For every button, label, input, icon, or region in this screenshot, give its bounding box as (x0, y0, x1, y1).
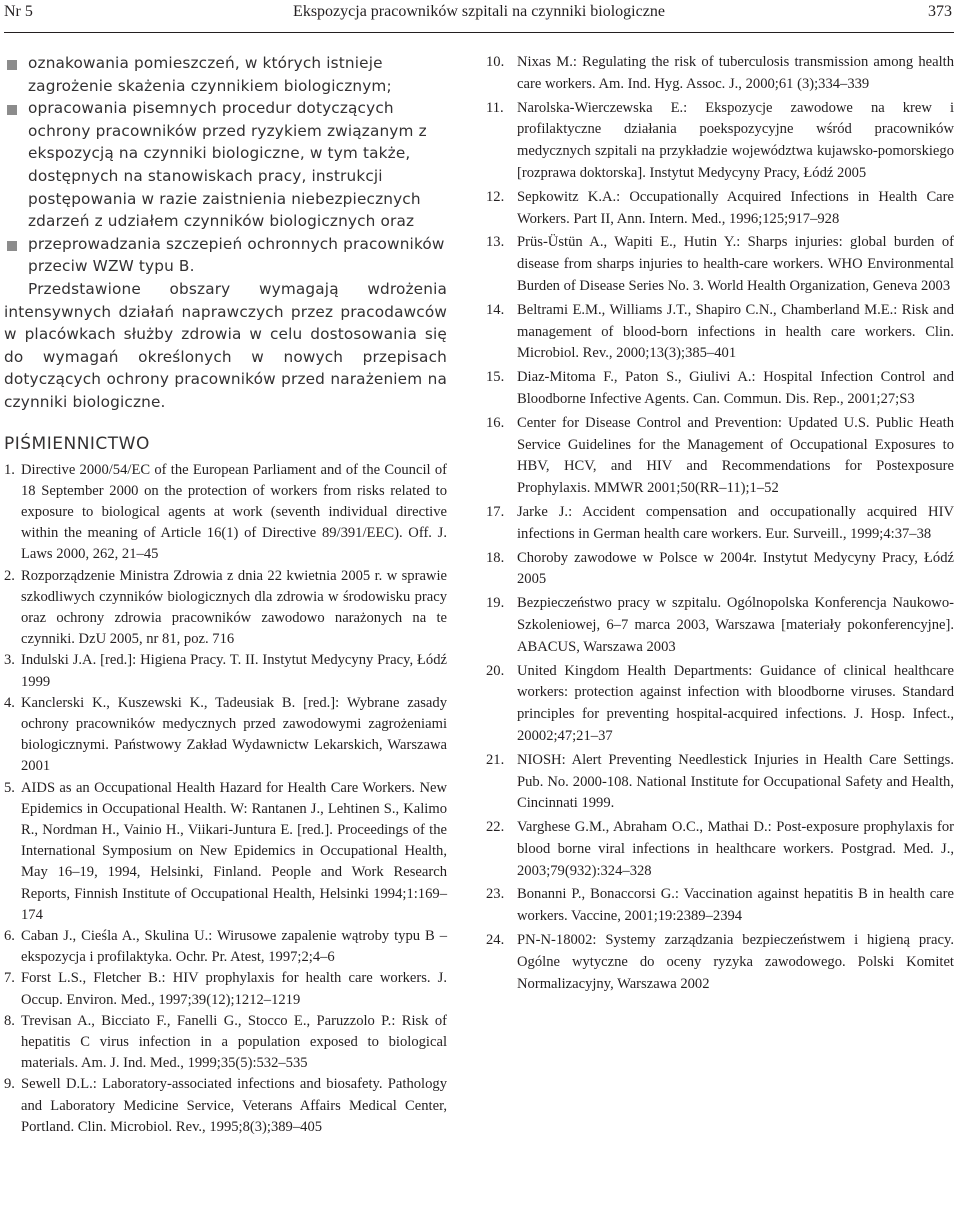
issue-number: Nr 5 (4, 3, 33, 20)
reference-item (486, 413, 954, 500)
reference-item (4, 566, 447, 651)
reference-text: Sewell D.L.: Laboratory-associated infections and biosafety. Pathology and Laboratory Medicine Service, Veterans Affairs Medical Center, Portland. Clin. Microbiol. Rev., 1995;8(3);389–405 (21, 1076, 447, 1135)
reference-text: AIDS as an Occupational Health Hazard for Health Care Workers. New Epidemics in Occupational Health. W: Rantanen J., Lehtinen S., Kalimo R., Nordman H., Vainio H., Viikari-Juntura E. [red.]. Proceedings of the International Symposium on New Epidemics in Occupational Health, May 16–19, 1994, Helsinki, Finland. People and Work Research Reports, Finnish Institute of Occupational Health, Helsinki 1994;1:169–174 (21, 779, 447, 923)
reference-number: 18. (486, 549, 505, 566)
reference-number: 1. (4, 461, 15, 478)
reference-number: 20. (486, 662, 505, 679)
reference-item (486, 593, 954, 658)
body-paragraph: Przedstawione obszary wymagają wdrożenia intensywnych działań naprawczych przez pracodawców w placówkach służby zdrowia w celu dostosowania się do wymagań określonych w nowych przepisach dotyczących ochrony pracowników przed narażeniem na czynniki biologiczne. (4, 279, 447, 411)
running-header (4, 0, 954, 33)
reference-item (4, 778, 447, 926)
reference-item (486, 502, 954, 546)
reference-number: 10. (486, 54, 505, 70)
reference-item (486, 817, 954, 882)
reference-number: 15. (486, 369, 505, 386)
reference-text: United Kingdom Health Departments: Guidance of clinical healthcare workers: protection against infection with bloodborne viruses. Standard principles for preventing hospital-acquired infections. J. Hosp. Infect., 20002;47;21–37 (517, 662, 954, 744)
reference-item (486, 232, 954, 297)
reference-number: 4. (4, 694, 15, 711)
references-list-left (4, 460, 447, 1139)
reference-item (486, 52, 954, 96)
reference-number: 9. (4, 1076, 15, 1093)
bullet-item: opracowania pisemnych procedur dotyczących ochrony pracowników przed ryzykiem związanym z ekspozycją na czynniki biologiczne, w tym także, dostępnych na stanowiskach pracy, instrukcji postępowania w razie zaistnienia niebezpiecznych zdarzeń z udziałem czynników biologicznych oraz (4, 97, 447, 233)
bullet-item: przeprowadzania szczepień ochronnych pracowników przeciw WZW typu B. (4, 233, 447, 278)
reference-item (4, 1011, 447, 1075)
reference-text: Beltrami E.M., Williams J.T., Shapiro C.N., Chamberland M.E.: Risk and management of blood-born infections in health care workers. Clin. Microbiol. Rev., 2000;13(3);385–401 (517, 301, 954, 362)
reference-text: Bonanni P., Bonaccorsi G.: Vaccination against hepatitis B in health care workers. Vaccine, 2001;19:2389–2394 (517, 886, 954, 925)
reference-text: Choroby zawodowe w Polsce w 2004r. Instytut Medycyny Pracy, Łódź 2005 (517, 549, 954, 588)
reference-item (486, 661, 954, 748)
reference-text: Narolska-Wierczewska E.: Ekspozycje zawodowe na krew i profilaktyczne działania poekspozycyjne wśród pracowników medycznych szpitali na przykładzie województwa kujawsko-pomorskiego [rozprawa doktorska]. Instytut Medycyny Pracy, Łódź 2005 (517, 99, 954, 181)
reference-item (486, 750, 954, 815)
reference-item (486, 930, 954, 995)
reference-number: 12. (486, 188, 505, 205)
reference-text: Prüs-Üstün A., Wapiti E., Hutin Y.: Sharps injuries: global burden of disease from sharps injuries to health-care workers. WHO Environmental Burden of Disease Series No. 3. World Health Organization, Geneva 2003 (517, 234, 954, 294)
reference-text: Directive 2000/54/EC of the European Parliament and of the Council of 18 September 2000 on the protection of workers from risks related to exposure to biological agents at work (seventh individual directive within the meaning of Article 16(1) of Directive 89/391/EEC). Off. J. Laws 2000, 262, 21–45 (21, 461, 447, 563)
reference-number: 3. (4, 652, 15, 669)
reference-text: Caban J., Cieśla A., Skulina U.: Wirusowe zapalenie wątroby typu B – ekspozycja i profilaktyka. Ochr. Pr. Atest, 1997;2;4–6 (21, 927, 447, 966)
reference-text: Nixas M.: Regulating the risk of tuberculosis transmission among health care workers. Am. Ind. Hyg. Assoc. J., 2000;61 (3);334–339 (517, 54, 954, 92)
reference-number: 19. (486, 595, 505, 612)
reference-item (4, 693, 447, 778)
reference-text: Indulski J.A. [red.]: Higiena Pracy. T. II. Instytut Medycyny Pracy, Łódź 1999 (21, 652, 447, 690)
reference-item (486, 300, 954, 365)
reference-text: Center for Disease Control and Prevention: Updated U.S. Public Heath Service Guidelines for the Management of Occupational Exposures to HBV, HCV, and HIV and Recommendations for Postexposure Prophylaxis. MMWR 2001;50(RR–11);1–52 (517, 414, 954, 497)
reference-text: Trevisan A., Bicciato F., Fanelli G., Stocco E., Paruzzolo P.: Risk of hepatitis C virus infection in a population exposed to biological materials. Am. J. Ind. Med., 1999;35(5):532–535 (21, 1012, 447, 1072)
reference-item (4, 968, 447, 1010)
reference-text: Diaz-Mitoma F., Paton S., Giulivi A.: Hospital Infection Control and Bloodborne Infective Agents. Can. Commun. Dis. Rep., 2001;27;S3 (517, 369, 954, 407)
reference-number: 5. (4, 779, 15, 796)
reference-text: Varghese G.M., Abraham O.C., Mathai D.: Post-exposure prophylaxis for blood borne viral infections in healthcare workers. Postgrad. Med. J., 2003;79(932):324–328 (517, 819, 954, 879)
right-column (486, 52, 954, 997)
left-column (4, 52, 447, 1138)
reference-number: 8. (4, 1012, 15, 1029)
references-heading: PIŚMIENNICTWO (4, 433, 150, 454)
bullet-list (4, 52, 447, 414)
reference-number: 13. (486, 234, 505, 251)
reference-text: Jarke J.: Accident compensation and occupationally acquired HIV infections in German health care workers. Eur. Surveill., 1999;4:37–38 (517, 503, 954, 542)
reference-text: Bezpieczeństwo pracy w szpitalu. Ogólnopolska Konferencja Naukowo-Szkoleniowej, 6–7 marca 2003, Warszawa [materiały pokonferencyjne]. ABACUS, Warszawa 2003 (517, 595, 954, 655)
reference-number: 21. (486, 751, 505, 768)
reference-text: NIOSH: Alert Preventing Needlestick Injuries in Health Care Settings. Pub. No. 2000-108. National Institute for Occupational Safety and Health, Cincinnati 1999. (517, 751, 954, 812)
reference-text: Forst L.S., Fletcher B.: HIV prophylaxis for health care workers. J. Occup. Environ. Med., 1997;39(12);1212–1219 (21, 970, 447, 1008)
reference-text: Sepkowitz K.A.: Occupationally Acquired Infections in Health Care Workers. Part II, Ann. Intern. Med., 1996;125;917–928 (517, 188, 954, 227)
reference-item (486, 548, 954, 592)
reference-item (486, 98, 954, 185)
reference-number: 17. (486, 503, 505, 520)
reference-number: 24. (486, 932, 505, 949)
reference-item (4, 460, 447, 566)
reference-item (486, 884, 954, 928)
running-title: Ekspozycja pracowników szpitali na czynniki biologiczne (293, 3, 665, 20)
references-list-right (486, 52, 954, 995)
reference-number: 7. (4, 970, 15, 987)
reference-item (4, 926, 447, 968)
bullet-item: oznakowania pomieszczeń, w których istnieje zagrożenie skażenia czynnikiem biologicznym; (4, 52, 447, 97)
reference-number: 23. (486, 886, 505, 903)
reference-item (486, 367, 954, 411)
reference-number: 2. (4, 567, 15, 584)
reference-text: Rozporządzenie Ministra Zdrowia z dnia 22 kwietnia 2005 r. w sprawie szkodliwych czynników biologicznych dla zdrowia w środowisku pracy oraz ochrony zdrowia pracowników zawodowo narażonych na te czynniki. DzU 2005, nr 81, poz. 716 (21, 567, 447, 648)
reference-text: Kanclerski K., Kuszewski K., Tadeusiak B. [red.]: Wybrane zasady ochrony pracowników medycznych przed zawodowymi zagrożeniami biologicznymi. Państwowy Zakład Wydawnictw Lekarskich, Warszawa 2001 (21, 694, 447, 775)
reference-number: 6. (4, 927, 15, 944)
page-number: 373 (928, 3, 952, 20)
reference-item (4, 650, 447, 692)
reference-text: PN-N-18002: Systemy zarządzania bezpieczeństwem i higieną pracy. Ogólne wytyczne do oceny ryzyka zawodowego. Polski Komitet Normalizacyjny, Warszawa 2002 (517, 932, 954, 992)
reference-item (4, 1074, 447, 1138)
reference-number: 16. (486, 414, 505, 431)
reference-number: 11. (486, 99, 504, 116)
reference-item (486, 187, 954, 231)
reference-number: 22. (486, 819, 505, 836)
reference-number: 14. (486, 301, 505, 318)
